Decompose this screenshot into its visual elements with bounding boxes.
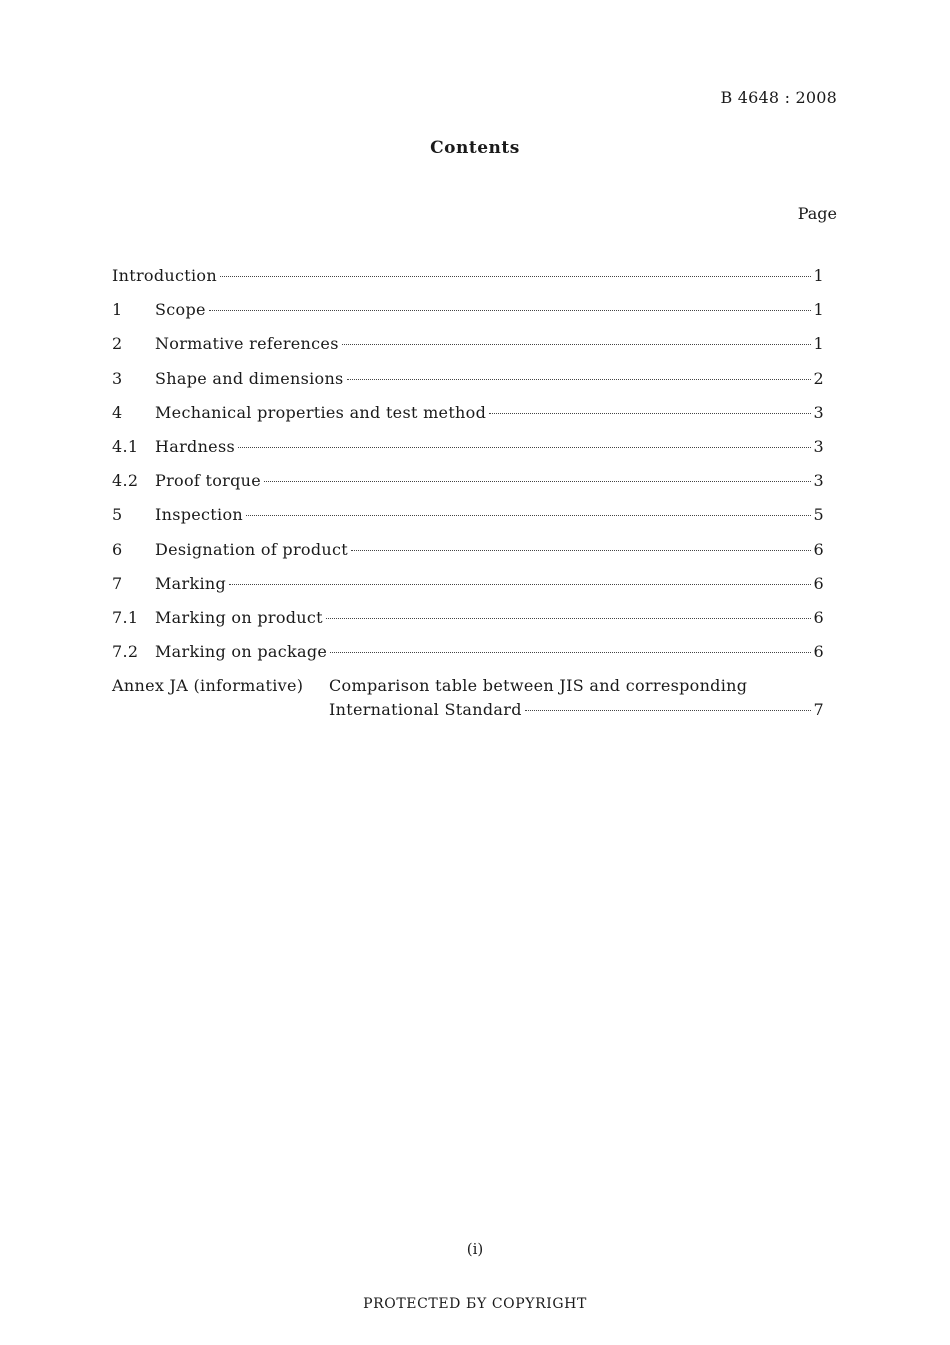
dot-leader bbox=[246, 515, 811, 516]
annex-title-line1: Comparison table between JIS and corresponding bbox=[329, 676, 748, 696]
toc-entry[interactable] bbox=[112, 334, 824, 368]
dot-leader bbox=[238, 447, 811, 448]
toc-entry-label: Inspection bbox=[155, 505, 243, 525]
dot-leader bbox=[229, 584, 810, 585]
annex-title-line2: International Standard bbox=[329, 700, 522, 720]
toc-entry[interactable] bbox=[112, 300, 824, 334]
toc-entry-number: 7 bbox=[112, 573, 123, 593]
toc-entry-number: 4.1 bbox=[112, 436, 139, 456]
toc-entry-introduction[interactable] bbox=[112, 266, 824, 300]
toc-entry-label: Normative references bbox=[155, 334, 339, 354]
toc-entry-number: 3 bbox=[112, 368, 123, 388]
toc-entry-label: Marking on product bbox=[155, 607, 323, 627]
toc-entry-page: 5 bbox=[813, 505, 824, 525]
dot-leader bbox=[347, 379, 811, 380]
toc-entry-label: Marking on package bbox=[155, 642, 328, 662]
toc-entry-page: 2 bbox=[813, 368, 824, 388]
dot-leader bbox=[220, 276, 811, 277]
dot-leader bbox=[330, 652, 810, 653]
footer-page-number: (i) bbox=[466, 1240, 484, 1258]
dot-leader bbox=[351, 550, 811, 551]
page-title: Contents bbox=[430, 138, 520, 158]
toc-entry-page: 3 bbox=[813, 471, 824, 491]
toc-entry-label: Proof torque bbox=[155, 471, 262, 491]
toc-entry[interactable] bbox=[112, 403, 824, 437]
annex-title-line2-row bbox=[329, 700, 824, 719]
toc-entry-number: 6 bbox=[112, 539, 123, 559]
copyright-notice: PROTECTED БY COPYRIGHT bbox=[363, 1296, 587, 1312]
toc-entry[interactable] bbox=[112, 608, 824, 642]
dot-leader bbox=[326, 618, 811, 619]
toc-entry-number: 4 bbox=[112, 402, 123, 422]
toc-entry[interactable] bbox=[112, 437, 824, 471]
dot-leader bbox=[525, 710, 811, 711]
toc-entry-number: 1 bbox=[112, 300, 123, 320]
toc-entry-number: 4.2 bbox=[112, 471, 139, 491]
dot-leader bbox=[209, 310, 811, 311]
toc-entry-page: 6 bbox=[813, 539, 824, 559]
annex-title bbox=[329, 676, 824, 719]
toc-entry-page: 6 bbox=[813, 642, 824, 662]
page-column-label: Page bbox=[797, 204, 837, 223]
annex-id: Annex JA (informative) bbox=[112, 676, 304, 696]
toc-entry[interactable] bbox=[112, 369, 824, 403]
toc-entry-page: 6 bbox=[813, 573, 824, 593]
toc-entry-page: 7 bbox=[813, 700, 824, 720]
standard-id: B 4648 : 2008 bbox=[720, 88, 837, 107]
table-of-contents bbox=[112, 266, 824, 719]
toc-entry[interactable] bbox=[112, 642, 824, 676]
toc-entry-page: 1 bbox=[813, 266, 824, 285]
toc-entry-page: 1 bbox=[813, 334, 824, 354]
toc-entry[interactable] bbox=[112, 471, 824, 505]
dot-leader bbox=[342, 344, 811, 345]
dot-leader bbox=[264, 481, 811, 482]
toc-entry-label: Scope bbox=[155, 300, 206, 320]
toc-entry-number: 7.2 bbox=[112, 642, 139, 662]
toc-entry-label: Hardness bbox=[155, 436, 235, 456]
toc-entry-annex-ja[interactable] bbox=[112, 676, 824, 719]
toc-entry[interactable] bbox=[112, 505, 824, 539]
toc-entry-number: 5 bbox=[112, 505, 123, 525]
toc-entry-label: Shape and dimensions bbox=[155, 368, 344, 388]
toc-entry-label: Mechanical properties and test method bbox=[155, 402, 487, 422]
toc-entry-page: 3 bbox=[813, 436, 824, 456]
dot-leader bbox=[489, 413, 810, 414]
toc-entry-page: 1 bbox=[813, 300, 824, 320]
toc-entry-page: 6 bbox=[813, 607, 824, 627]
toc-entry[interactable] bbox=[112, 574, 824, 608]
toc-entry-label: Designation of product bbox=[155, 539, 348, 559]
toc-entry-label: Introduction bbox=[112, 266, 217, 285]
toc-entry-label: Marking bbox=[155, 573, 227, 593]
toc-entry[interactable] bbox=[112, 540, 824, 574]
toc-entry-number: 2 bbox=[112, 334, 123, 354]
toc-entry-page: 3 bbox=[813, 402, 824, 422]
toc-entry-number: 7.1 bbox=[112, 607, 139, 627]
